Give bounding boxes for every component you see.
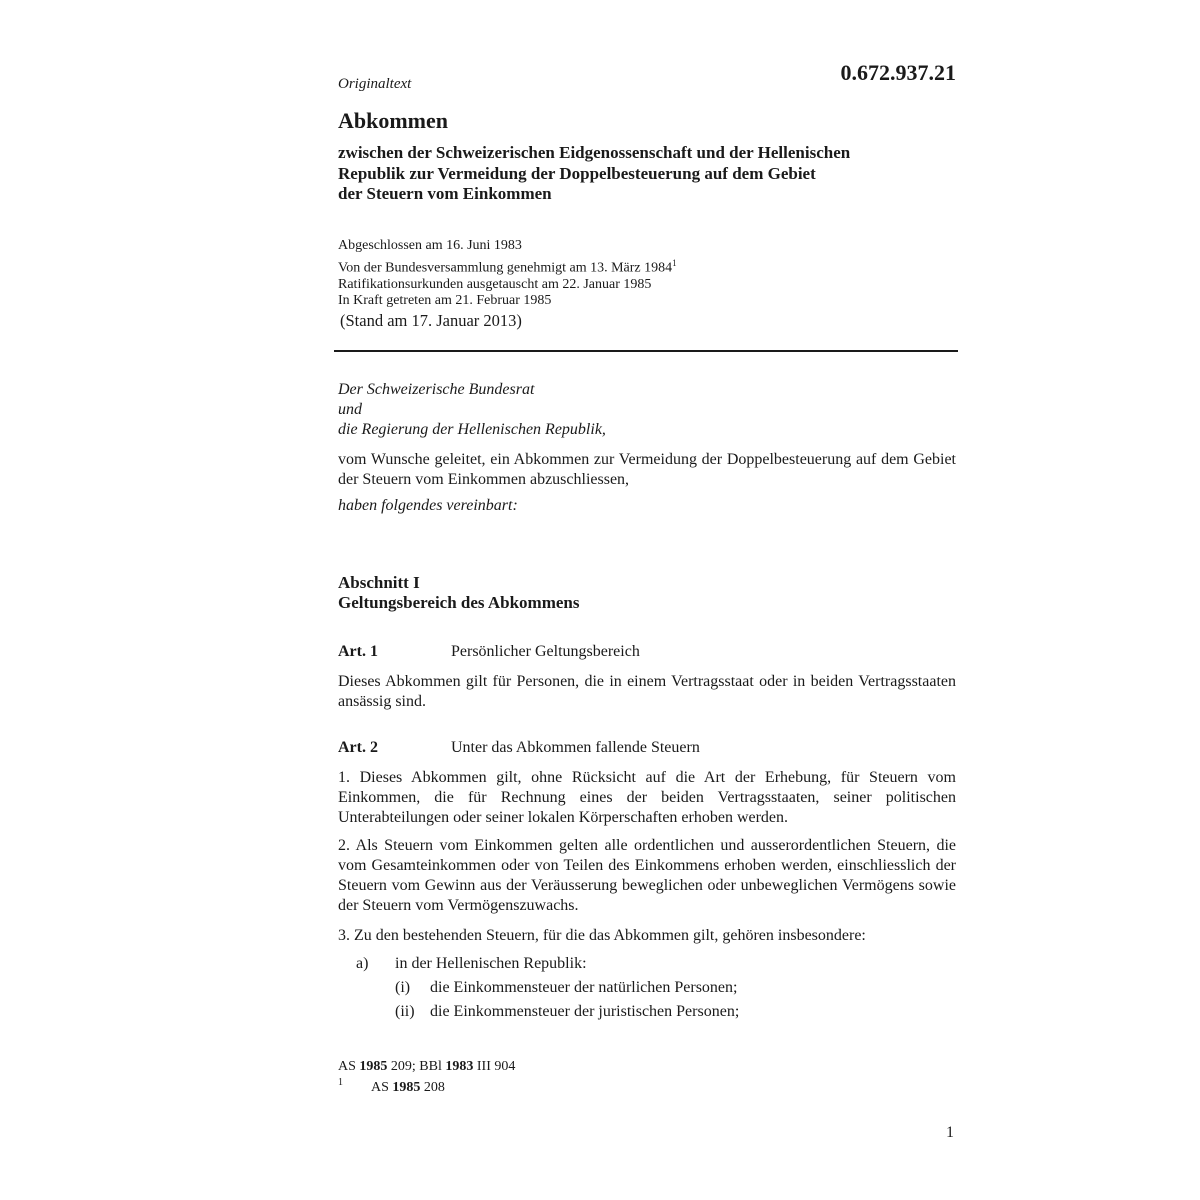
subtitle-line: Republik zur Vermeidung der Doppelbesteuerung auf dem Gebiet [338, 163, 816, 183]
fn-year: 1983 [445, 1059, 474, 1074]
original-text-label: Originaltext [338, 76, 412, 92]
article-2-paragraph-1: 1. Dieses Abkommen gilt, ohne Rücksicht auf die Art der Erhebung, für Steuern vom Einkommen, die für Rechnung eines der beiden Vertragsstaaten, seiner politischen Unterabteilungen oder seiner lokalen Körperschaften erhoben werden. [338, 769, 956, 826]
article-1-title: Persönlicher Geltungsbereich [451, 643, 640, 660]
approved-text: Von der Bundesversammlung genehmigt am 13. März 1984 [338, 260, 673, 276]
document-subtitle [338, 143, 958, 205]
sublist-item-label: (i) [395, 979, 411, 996]
footnote-1 [371, 1080, 445, 1096]
footnote-marker: 1 [338, 1077, 343, 1088]
footnote-ref[interactable]: 1 [672, 257, 677, 268]
fn-text: III 904 [473, 1059, 516, 1074]
party-line: Der Schweizerische Bundesrat [338, 381, 535, 398]
list-item-label: a) [356, 955, 369, 972]
section-number: Abschnitt I [338, 573, 420, 592]
fn-year: 1985 [392, 1080, 421, 1095]
approved-date [338, 255, 677, 277]
in-force-date: In Kraft getreten am 21. Februar 1985 [338, 293, 552, 309]
status-date: (Stand am 17. Januar 2013) [340, 311, 522, 330]
fn-text: 209; BBl [387, 1059, 446, 1074]
preamble: vom Wunsche geleitet, ein Abkommen zur Vermeidung der Doppelbesteuerung auf dem Gebiet der Steuern vom Einkommen abzuschliessen, [338, 451, 956, 488]
section-title: Geltungsbereich des Abkommens [338, 593, 580, 612]
sublist-item-label: (ii) [395, 1003, 415, 1020]
article-1-number: Art. 1 [338, 643, 378, 660]
article-2-paragraph-3: 3. Zu den bestehenden Steuern, für die das Abkommen gilt, gehören insbesondere: [338, 927, 866, 944]
article-2-number: Art. 2 [338, 739, 378, 756]
fn-text: AS [338, 1059, 360, 1074]
sublist-item-text: die Einkommensteuer der juristischen Personen; [430, 1003, 740, 1020]
sr-number: 0.672.937.21 [840, 60, 956, 85]
enactment-metadata [338, 238, 677, 310]
fn-text: AS [371, 1080, 393, 1095]
article-1-text: Dieses Abkommen gilt für Personen, die in einem Vertragsstaat oder in beiden Vertragsstaaten ansässig sind. [338, 673, 956, 710]
ratified-date: Ratifikationsurkunden ausgetauscht am 22. Januar 1985 [338, 276, 652, 292]
party-line: und [338, 401, 362, 418]
fn-year: 1985 [359, 1059, 388, 1074]
article-2-title: Unter das Abkommen fallende Steuern [451, 739, 700, 756]
article-2-paragraph-2: 2. Als Steuern vom Einkommen gelten alle ordentlichen und ausserordentlichen Steuern, die vom Gesamteinkommen oder von Teilen des Einkommens erhoben werden, einschliesslich der Steuern vom Gewinn aus der Veräusserung beweglichen oder unbeweglichen Vermögens sowie der Steuern vom Vermögenszuwachs. [338, 837, 956, 914]
page-number: 1 [946, 1124, 954, 1141]
party-line: die Regierung der Hellenischen Republik, [338, 421, 606, 438]
subtitle-line: der Steuern vom Einkommen [338, 184, 552, 203]
footnote-source [338, 1059, 515, 1075]
contracting-parties [338, 380, 606, 440]
header-divider [334, 350, 958, 352]
section-heading [338, 573, 580, 613]
agreed-line: haben folgendes vereinbart: [338, 497, 518, 514]
list-item-text: in der Hellenischen Republik: [395, 955, 587, 972]
sublist-item-text: die Einkommensteuer der natürlichen Personen; [430, 979, 738, 996]
concluded-date: Abgeschlossen am 16. Juni 1983 [338, 238, 522, 253]
subtitle-line: zwischen der Schweizerischen Eidgenossenschaft und der Hellenischen [338, 143, 851, 162]
fn-text: 208 [420, 1080, 445, 1095]
document-title: Abkommen [338, 108, 449, 133]
